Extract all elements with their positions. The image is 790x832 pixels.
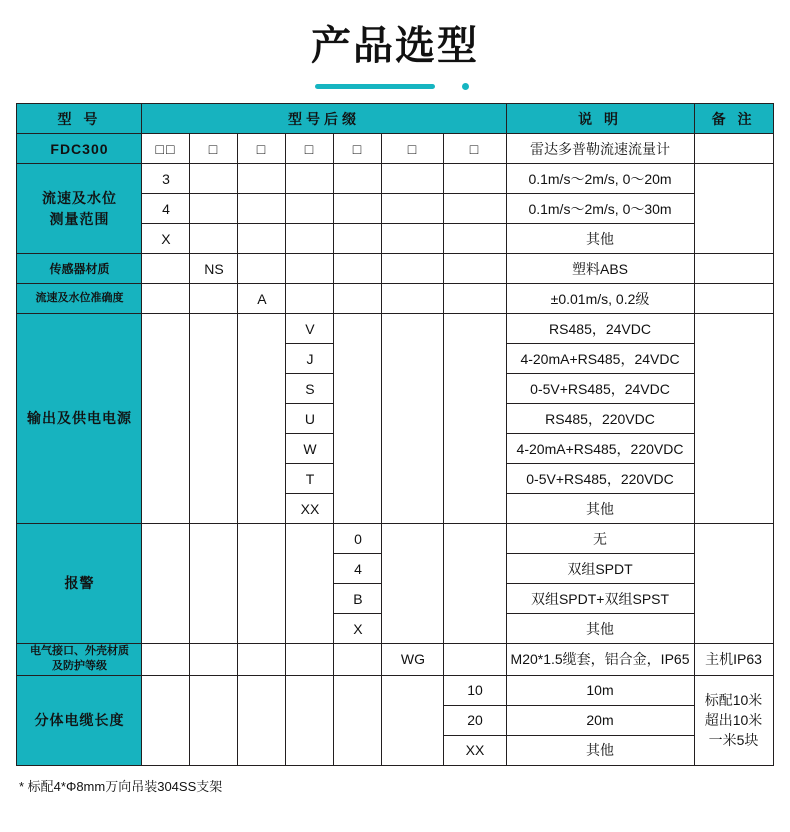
spacer [190, 164, 238, 194]
category-electrical-line2: 及防护等级 [51, 660, 107, 673]
electrical-code: WG [382, 644, 444, 676]
cable-remark-line2: 超出10米 [704, 712, 763, 729]
spacer [286, 675, 334, 765]
spacer [286, 224, 334, 254]
sensor-material-code: NS [190, 254, 238, 284]
spacer [444, 254, 506, 284]
table-row [17, 284, 773, 314]
table-row [17, 314, 773, 344]
spacer [286, 644, 334, 676]
cable-code-1: 10 [444, 675, 506, 705]
spacer [334, 254, 382, 284]
suffix-box-3: □ [238, 134, 286, 164]
spacer [190, 194, 238, 224]
table-row [17, 675, 773, 705]
category-sensor-material: 传感器材质 [17, 254, 142, 284]
alarm-desc-4: 其他 [506, 614, 694, 644]
footnote: * 标配4*Φ8mm万向吊装304SS支架 [19, 778, 223, 794]
spacer [444, 314, 506, 524]
cable-remark-line1: 标配10米 [704, 691, 763, 708]
spacer [334, 224, 382, 254]
suffix-box-6: □ [382, 134, 444, 164]
range-code-2: 4 [142, 194, 190, 224]
output-desc-7: 其他 [506, 494, 694, 524]
spacer [382, 524, 444, 644]
range-remark [694, 164, 773, 254]
output-desc-1: RS485，24VDC [506, 314, 694, 344]
spacer [286, 164, 334, 194]
spacer [382, 194, 444, 224]
output-desc-4: RS485，220VDC [506, 404, 694, 434]
spacer [286, 254, 334, 284]
suffix-box-5: □ [334, 134, 382, 164]
spacer [382, 164, 444, 194]
spacer [382, 224, 444, 254]
spacer [334, 314, 382, 524]
cable-code-2: 20 [444, 705, 506, 735]
underline-dot [462, 83, 469, 90]
spacer [142, 675, 190, 765]
range-code-1: 3 [142, 164, 190, 194]
output-code-2: J [286, 344, 334, 374]
title-underline [315, 83, 475, 89]
table-row [17, 164, 773, 194]
alarm-code-2: 4 [334, 554, 382, 584]
model-remark [694, 134, 773, 164]
spacer [334, 194, 382, 224]
model-description: 雷达多普勒流速流量计 [506, 134, 694, 164]
spacer [190, 675, 238, 765]
output-desc-2: 4-20mA+RS485，24VDC [506, 344, 694, 374]
output-remark [694, 314, 773, 524]
range-desc-3: 其他 [506, 224, 694, 254]
page-title: 产品选型 [311, 24, 479, 68]
spacer [444, 224, 506, 254]
spacer [238, 194, 286, 224]
spacer [444, 164, 506, 194]
category-range-line2: 测量范围 [49, 210, 110, 227]
spacer [142, 644, 190, 676]
table-row [17, 254, 773, 284]
spacer [142, 524, 190, 644]
suffix-box-4: □ [286, 134, 334, 164]
spacer [142, 284, 190, 314]
spacer [238, 254, 286, 284]
alarm-desc-2: 双组SPDT [506, 554, 694, 584]
accuracy-remark [694, 284, 773, 314]
spacer [190, 314, 238, 524]
header-model: 型 号 [17, 104, 142, 134]
category-electrical-line1: 电气接口、外壳材质 [29, 645, 129, 657]
accuracy-code: A [238, 284, 286, 314]
spacer [382, 254, 444, 284]
output-code-5: W [286, 434, 334, 464]
suffix-box-1: □□ [142, 134, 190, 164]
alarm-desc-3: 双组SPDT+双组SPST [506, 584, 694, 614]
output-code-3: S [286, 374, 334, 404]
spacer [444, 524, 506, 644]
spacer [190, 284, 238, 314]
spacer [334, 675, 382, 765]
spacer [190, 644, 238, 676]
cable-desc-1: 10m [506, 675, 694, 705]
category-electrical [17, 644, 142, 676]
range-desc-2: 0.1m/s～2m/s, 0～30m [506, 194, 694, 224]
spacer [444, 284, 506, 314]
accuracy-desc: ±0.01m/s, 0.2级 [506, 284, 694, 314]
output-code-4: U [286, 404, 334, 434]
output-desc-3: 0-5V+RS485，24VDC [506, 374, 694, 404]
spacer [444, 194, 506, 224]
cable-remark [694, 675, 773, 765]
output-desc-5: 4-20mA+RS485，220VDC [506, 434, 694, 464]
output-code-7: XX [286, 494, 334, 524]
model-code: FDC300 [17, 134, 142, 164]
cable-code-3: XX [444, 735, 506, 765]
alarm-remark [694, 524, 773, 644]
spacer [286, 194, 334, 224]
sensor-material-desc: 塑料ABS [506, 254, 694, 284]
category-range [17, 164, 142, 254]
spacer [382, 284, 444, 314]
range-code-3: X [142, 224, 190, 254]
spacer [286, 524, 334, 644]
electrical-desc: M20*1.5缆套，铝合金，IP65 [506, 644, 694, 676]
range-desc-1: 0.1m/s～2m/s, 0～20m [506, 164, 694, 194]
category-accuracy: 流速及水位准确度 [17, 284, 142, 314]
table-row-model [17, 134, 773, 164]
category-alarm: 报警 [17, 524, 142, 644]
cable-desc-3: 其他 [506, 735, 694, 765]
table-row [17, 644, 773, 676]
spacer [286, 284, 334, 314]
alarm-code-3: B [334, 584, 382, 614]
header-remark: 备 注 [694, 104, 773, 134]
spacer [238, 224, 286, 254]
output-code-6: T [286, 464, 334, 494]
category-output-power: 输出及供电电源 [17, 314, 142, 524]
sensor-material-remark [694, 254, 773, 284]
suffix-box-7: □ [444, 134, 506, 164]
spacer [334, 644, 382, 676]
spacer [334, 164, 382, 194]
table-header-row [17, 104, 773, 134]
spacer [238, 524, 286, 644]
cable-remark-line3: 一米5块 [708, 732, 759, 749]
spacer [190, 224, 238, 254]
spacer [238, 314, 286, 524]
electrical-remark: 主机IP63 [694, 644, 773, 676]
header-description: 说 明 [506, 104, 694, 134]
spacer [142, 314, 190, 524]
spacer [238, 644, 286, 676]
header-suffix: 型号后缀 [142, 104, 506, 134]
spacer [382, 314, 444, 524]
spacer [190, 524, 238, 644]
output-desc-6: 0-5V+RS485，220VDC [506, 464, 694, 494]
alarm-code-4: X [334, 614, 382, 644]
spacer [238, 675, 286, 765]
suffix-box-2: □ [190, 134, 238, 164]
spacer [334, 284, 382, 314]
spacer [142, 254, 190, 284]
alarm-code-1: 0 [334, 524, 382, 554]
table-row [17, 524, 773, 554]
category-range-line1: 流速及水位 [41, 189, 117, 206]
category-cable-length: 分体电缆长度 [17, 675, 142, 765]
spacer [238, 164, 286, 194]
cable-desc-2: 20m [506, 705, 694, 735]
spacer [444, 644, 506, 676]
output-code-1: V [286, 314, 334, 344]
alarm-desc-1: 无 [506, 524, 694, 554]
underline-bar [315, 84, 435, 89]
selection-table [16, 103, 773, 766]
spacer [382, 675, 444, 765]
